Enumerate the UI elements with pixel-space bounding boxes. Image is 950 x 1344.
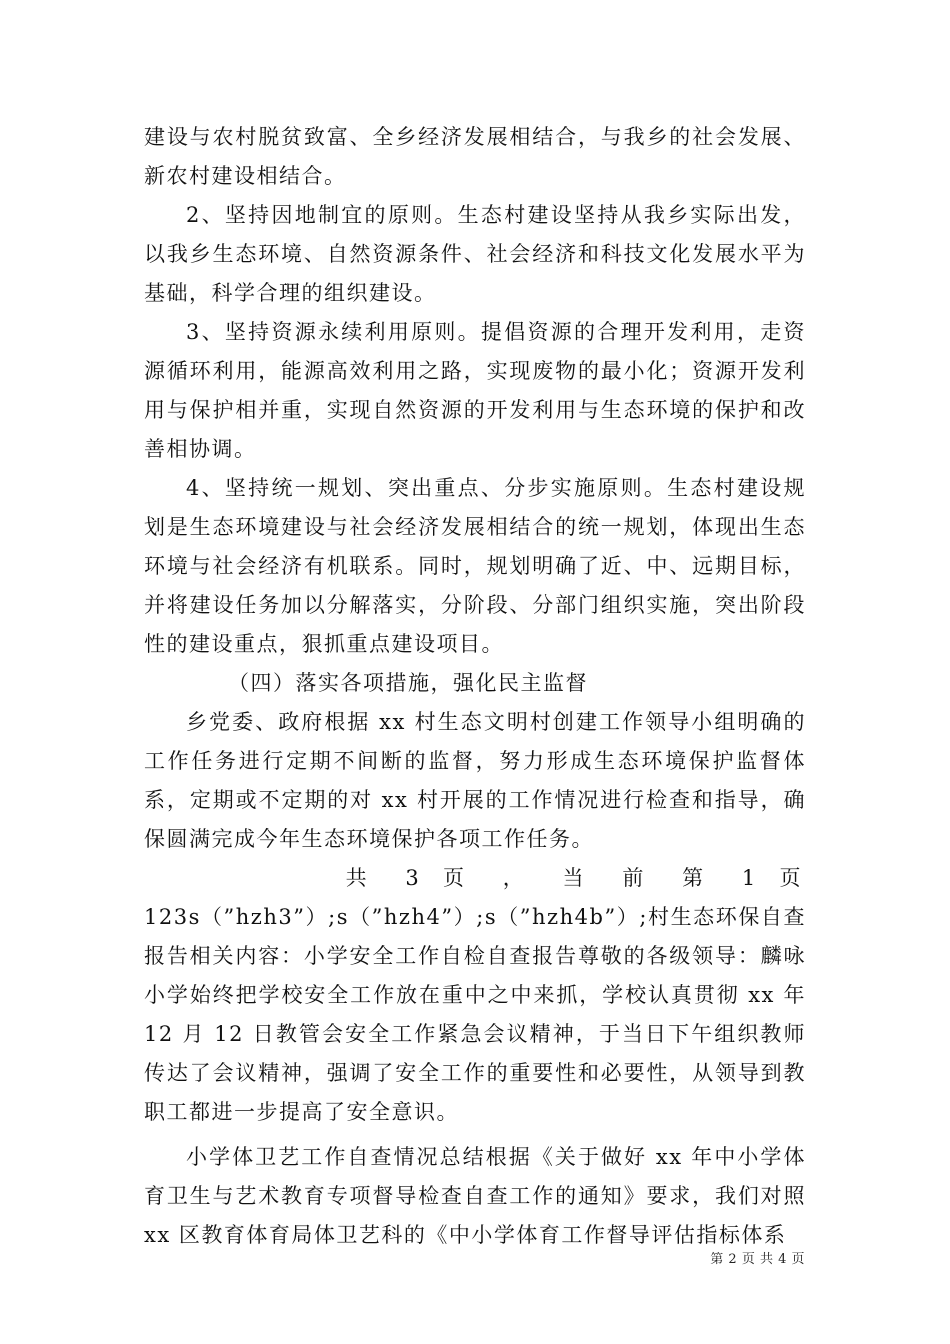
paragraph-principle-3: 3、坚持资源永续利用原则。提倡资源的合理开发利用，走资源循环利用，能源高效利用之路，实现废物的最小化；资源开发利用与保护相并重，实现自然资源的开发利用与生态环境的保护和改善相协调。 <box>144 320 806 461</box>
paragraph-continuation: 建设与农村脱贫致富、全乡经济发展相结合，与我乡的社会发展、新农村建设相结合。 <box>144 125 806 188</box>
body-text <box>144 118 806 1255</box>
paragraph-pe-summary: 小学体卫艺工作自查情况总结根据《关于做好 xx 年中小学体育卫生与艺术教育专项督导检查自查工作的通知》要求，我们对照 xx 区教育体育局体卫艺科的《中小学体育工作督导评估指标体系 <box>144 1145 806 1247</box>
paragraph-principle-4: 4、坚持统一规划、突出重点、分步实施原则。生态村建设规划是生态环境建设与社会经济发展相结合的统一规划，体现出生态环境与社会经济有机联系。同时，规划明确了近、中、远期目标，并将建设任务加以分解落实，分阶段、分部门组织实施，突出阶段性的建设重点，狠抓重点建设项目。 <box>144 476 806 656</box>
page-footer: 第 2 页 共 4 页 <box>710 1252 805 1267</box>
inline-page-marker: 共 3 页 ， 当 前 第 1 页 <box>345 866 802 890</box>
paragraph-principle-2: 2、坚持因地制宜的原则。生态村建设坚持从我乡实际出发，以我乡生态环境、自然资源条件、社会经济和科技文化发展水平为基础，科学合理的组织建设。 <box>144 203 806 305</box>
paragraph-related-content: 123s（”hzh3”）;s（”hzh4”）;s（”hzh4b”）;村生态环保自查报告相关内容：小学安全工作自检自查报告尊敬的各级领导：麟咏小学始终把学校安全工作放在重中之中来抓，学校认真贯彻 xx 年 12 月 12 日教管会安全工作紧急会议精神，于当日下午组织教师传达了会议精神，强调了安全工作的重要性和必要性，从领导到教职工都进一步提高了安全意识。 <box>144 905 806 1124</box>
section-heading-4: （四）落实各项措施，强化民主监督 <box>228 671 588 695</box>
paragraph-supervision: 乡党委、政府根据 xx 村生态文明村创建工作领导小组明确的工作任务进行定期不间断的监督，努力形成生态环境保护监督体系，定期或不定期的对 xx 村开展的工作情况进行检查和指导，确保圆满完成今年生态环境保护各项工作任务。 <box>144 710 806 851</box>
